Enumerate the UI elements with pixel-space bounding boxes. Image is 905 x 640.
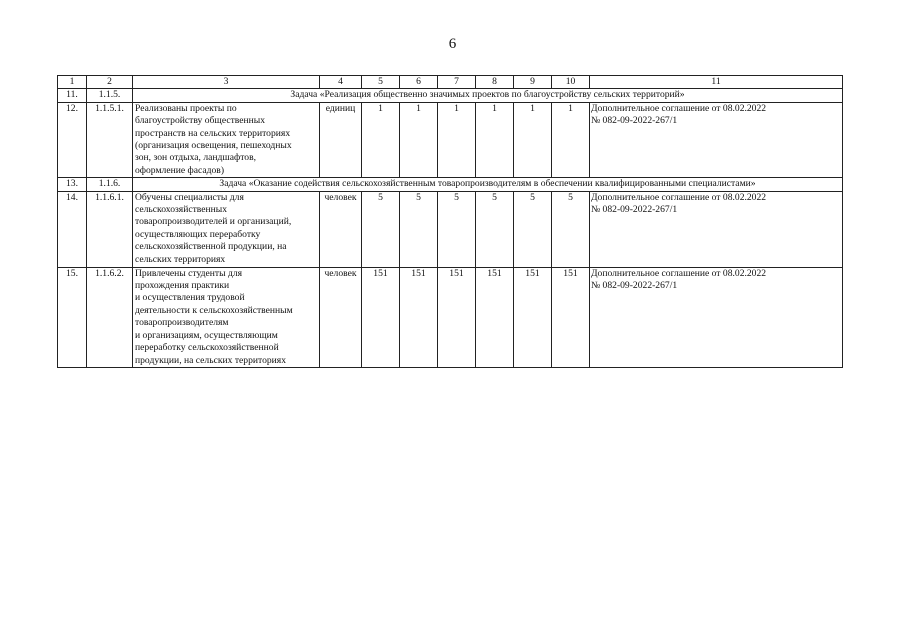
value-cell: 151 [362, 267, 400, 367]
description-line: Обучены специалисты для [135, 191, 244, 203]
header-cell: 1 [58, 76, 87, 89]
description-line: оформление фасадов) [135, 164, 225, 176]
note-line: Дополнительное соглашение от 08.02.2022 [591, 191, 767, 203]
description-line: сельскохозяйственных [135, 204, 228, 216]
description-line: осуществляющих переработку [135, 228, 261, 240]
note-line: Дополнительное соглашение от 08.02.2022 [591, 267, 767, 279]
task-row [58, 89, 843, 102]
value-cell: 5 [476, 191, 514, 267]
value-cell: 1 [362, 102, 400, 177]
note-cell [590, 191, 843, 267]
row-number: 14. [58, 191, 87, 267]
header-cell: 7 [438, 76, 476, 89]
row-number: 11. [58, 89, 87, 102]
header-cell: 8 [476, 76, 514, 89]
value-cell: 151 [438, 267, 476, 367]
row-code: 1.1.6.2. [87, 267, 133, 367]
header-cell: 11 [590, 76, 843, 89]
description-line: и организациям, осуществляющим [135, 329, 278, 341]
value-cell: 1 [438, 102, 476, 177]
note-line: № 082-09-2022-267/1 [591, 204, 678, 216]
description-line: переработку сельскохозяйственной [135, 342, 279, 354]
description-line: благоустройству общественных [135, 115, 266, 127]
header-cell: 3 [133, 76, 320, 89]
value-cell: 5 [438, 191, 476, 267]
header-cell: 9 [514, 76, 552, 89]
unit-cell: человек [320, 267, 362, 367]
row-number: 15. [58, 267, 87, 367]
value-cell: 1 [552, 102, 590, 177]
description-line: зон, зон отдыха, ландшафтов, [135, 152, 257, 164]
row-code: 1.1.5.1. [87, 102, 133, 177]
value-cell: 1 [514, 102, 552, 177]
page-number: 6 [448, 36, 457, 52]
header-row [58, 76, 843, 89]
value-cell: 5 [362, 191, 400, 267]
unit-cell: единиц [320, 102, 362, 177]
description-line: Реализованы проекты по [135, 102, 237, 114]
note-line: № 082-09-2022-267/1 [591, 115, 678, 127]
description-line: деятельности к сельскохозяйственным [135, 304, 293, 316]
value-cell: 1 [476, 102, 514, 177]
value-cell: 1 [400, 102, 438, 177]
value-cell: 5 [400, 191, 438, 267]
row-code: 1.1.6.1. [87, 191, 133, 267]
row-number: 13. [58, 178, 87, 191]
header-cell: 6 [400, 76, 438, 89]
row-number: 12. [58, 102, 87, 177]
description-line: сельских территориях [135, 253, 226, 265]
value-cell: 151 [400, 267, 438, 367]
value-cell: 5 [514, 191, 552, 267]
note-cell [590, 267, 843, 367]
indicator-description [133, 102, 320, 177]
row-code: 1.1.6. [87, 178, 133, 191]
description-line: пространств на сельских территориях [135, 127, 291, 139]
description-line: продукции, на сельских территориях [135, 354, 287, 366]
indicators-table [57, 75, 843, 368]
description-line: товаропроизводителей и организаций, [135, 216, 292, 228]
note-line: № 082-09-2022-267/1 [591, 280, 678, 292]
value-cell: 151 [476, 267, 514, 367]
header-cell: 5 [362, 76, 400, 89]
value-cell: 5 [552, 191, 590, 267]
note-cell [590, 102, 843, 177]
task-title: Задача «Реализация общественно значимых проектов по благоустройству сельских территорий» [133, 89, 843, 102]
description-line: прохождения практики [135, 280, 230, 292]
value-cell: 151 [514, 267, 552, 367]
description-line: товаропроизводителям [135, 317, 229, 329]
table-row [58, 191, 843, 267]
header-cell: 10 [552, 76, 590, 89]
description-line: Привлечены студенты для [135, 267, 243, 279]
header-cell: 2 [87, 76, 133, 89]
description-line: (организация освещения, пешеходных [135, 140, 292, 152]
description-line: и осуществления трудовой [135, 292, 245, 304]
indicator-description [133, 191, 320, 267]
unit-cell: человек [320, 191, 362, 267]
indicator-description [133, 267, 320, 367]
task-title: Задача «Оказание содействия сельскохозяйственным товаропроизводителям в обеспечении квалифицированными специалистами» [133, 178, 843, 191]
value-cell: 151 [552, 267, 590, 367]
table-row [58, 102, 843, 177]
description-line: сельскохозяйственной продукции, на [135, 241, 287, 253]
row-code: 1.1.5. [87, 89, 133, 102]
header-cell: 4 [320, 76, 362, 89]
table-row [58, 267, 843, 367]
task-row [58, 178, 843, 191]
note-line: Дополнительное соглашение от 08.02.2022 [591, 102, 767, 114]
